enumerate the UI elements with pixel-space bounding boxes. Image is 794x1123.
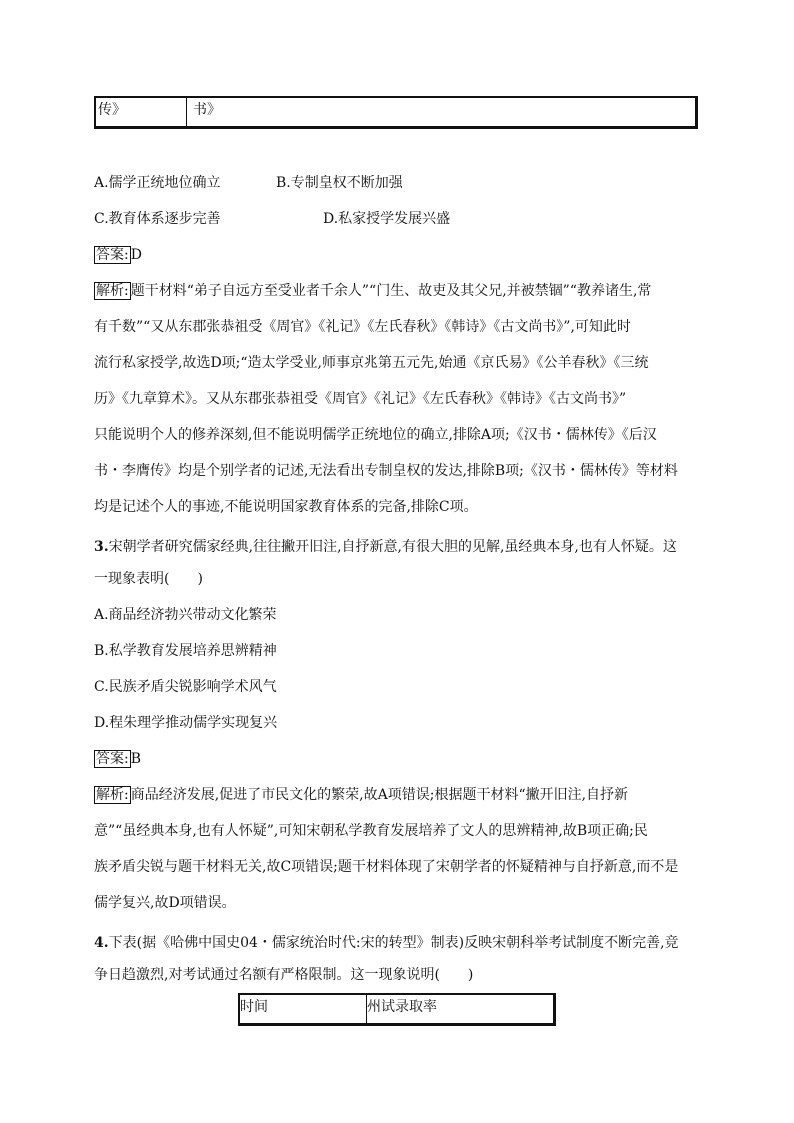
q2-analysis-line-7: 均是记述个人的事迹,不能说明国家教育体系的完备,排除C项。 — [94, 499, 478, 515]
q2-answer-label: 答案: — [96, 247, 129, 263]
top-table — [94, 96, 698, 129]
q3-stem-line-1 — [94, 537, 677, 557]
q3-analysis-line-3: 族矛盾尖锐与题干材料无关,故C项错误;题干材料体现了宋朝学者的怀疑精神与自抒新意,而不是 — [94, 859, 679, 875]
q4-stem-text-1: 下表(据《哈佛中国史04・儒家统治时代:宋的转型》制表)反映宋朝科举考试制度不断完善,竞 — [108, 935, 679, 951]
q4-number: 4. — [94, 935, 109, 951]
q2-analysis-line-4: 历》《九章算术》。又从东郡张恭祖受《周官》《礼记》《左氏春秋》《韩诗》《古文尚书》” — [94, 391, 627, 407]
q4-table-header-time: 时间 — [240, 999, 268, 1015]
top-table-cell-1: 传》 — [98, 102, 126, 118]
top-table-cell-2: 书》 — [193, 102, 221, 118]
q3-answer-value: B — [130, 751, 142, 767]
q3-number: 3. — [94, 539, 109, 555]
q4-table — [238, 993, 556, 1026]
q3-option-a: A.商品经济勃兴带动文化繁荣 — [94, 607, 277, 623]
q2-analysis-text-1: 题干材料“弟子自远方至受业者千余人”“门生、故吏及其父兄,并被禁锢”“教养诸生,常 — [130, 283, 652, 299]
q2-analysis-line-6: 书・李膺传》均是个别学者的记述,无法看出专制皇权的发达,排除B项;《汉书・儒林传》等材料 — [94, 463, 678, 479]
q4-table-header-rate: 州试录取率 — [367, 999, 437, 1015]
q2-option-c: C.教育体系逐步完善 — [94, 211, 221, 227]
q4-stem-line-1 — [94, 933, 679, 953]
q3-analysis-line-2: 意”“虽经典本身,也有人怀疑”,可知宋朝私学教育发展培养了文人的思辨精神,故B项正确;民 — [94, 823, 648, 839]
q4-stem-line-2: 争日趋激烈,对考试通过名额有严格限制。这一现象说明( ) — [94, 967, 474, 983]
q3-analysis-text-1: 商品经济发展,促进了市民文化的繁荣,故A项错误;根据题干材料“撇开旧注,自抒新 — [130, 787, 629, 803]
q2-option-d: D.私家授学发展兴盛 — [323, 211, 451, 227]
q3-stem-text-1: 宋朝学者研究儒家经典,往往撇开旧注,自抒新意,有很大胆的见解,虽经典本身,也有人怀疑。这 — [108, 539, 677, 555]
q2-analysis-line-3: 流行私家授学,故选D项;“造太学受业,师事京兆第五元先,始通《京氏易》《公羊春秋》《三统 — [94, 355, 649, 371]
q2-analysis-line-2: 有千数”“又从东郡张恭祖受《周官》《礼记》《左氏春秋》《韩诗》《古文尚书》”,可知此时 — [94, 319, 631, 335]
q3-stem-line-2: 一现象表明( ) — [94, 571, 203, 587]
q2-analysis-label: 解析: — [96, 283, 129, 299]
q2-analysis-line-1 — [94, 281, 651, 301]
q3-analysis-label: 解析: — [96, 787, 129, 803]
q3-option-b: B.私学教育发展培养思辨精神 — [94, 643, 277, 659]
q2-option-b: B.专制皇权不断加强 — [276, 175, 403, 191]
q3-analysis-line-1 — [94, 785, 628, 805]
q2-analysis-line-5: 只能说明个人的修养深刻,但不能说明儒学正统地位的确立,排除A项;《汉书・儒林传》《后汉 — [94, 427, 657, 443]
q3-analysis-line-4: 儒学复兴,故D项错误。 — [94, 895, 236, 911]
q2-answer-value: D — [130, 247, 142, 263]
q3-option-c: C.民族矛盾尖锐影响学术风气 — [94, 679, 277, 695]
q2-option-a: A.儒学正统地位确立 — [94, 175, 221, 191]
q2-answer — [94, 245, 142, 265]
q3-answer-label: 答案: — [96, 751, 129, 767]
top-table-divider — [186, 98, 187, 126]
q3-option-d: D.程朱理学推动儒学实现复兴 — [94, 715, 278, 731]
q3-answer — [94, 749, 141, 769]
